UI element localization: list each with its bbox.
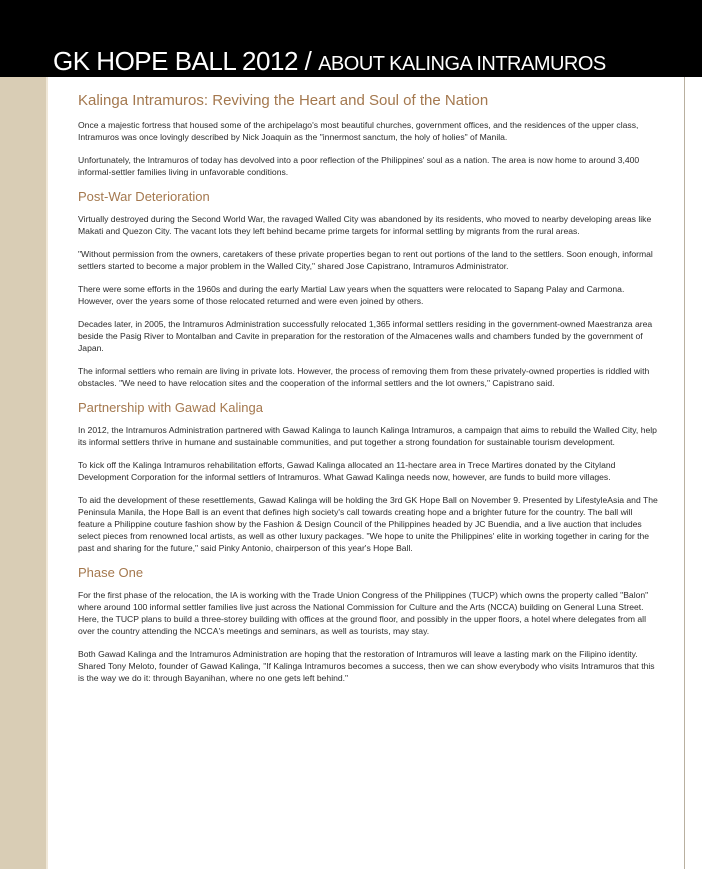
paragraph: There were some efforts in the 1960s and during the early Martial Law years when the squatters were relocated to Sapang Palay and Carmona. However, over the years some of those relocated returned and were even joined by others. [78,284,625,306]
page-title-sub: ABOUT KALINGA INTRAMUROS [318,53,606,75]
paragraph: Virtually destroyed during the Second World War, the ravaged Walled City was abandoned by its residents, who moved to nearby developing areas like Makati and Quezon City. The vacant lots they left behind became prime targets for informal settling by migrants from the rural areas. [78,214,652,236]
paragraph: To kick off the Kalinga Intramuros rehabilitation efforts, Gawad Kalinga allocated an 11-hectare area in Trece Martires donated by the Cityland Development Corporation for the informal settlers of Intramuros. What Gawad Kalinga needs now, however, are funds to build more villages. [78,460,616,482]
side-stripe-highlight [46,77,48,869]
section-heading-partnership: Partnership with Gawad Kalinga [78,400,263,415]
side-stripe [0,77,46,869]
page-title [53,46,606,77]
section-heading-phase-one: Phase One [78,565,144,580]
article-body [78,92,660,695]
intro-paragraph-1: Once a majestic fortress that housed some of the archipelago's most beautiful churches, government offices, and the residences of the upper class, Intramuros was once lovingly described by Nick Joaquin as the "innermost sanctum, the holy of holies" of Manila. [78,120,639,142]
paragraph: Decades later, in 2005, the Intramuros Administration successfully relocated 1,365 informal settlers residing in the government-owned Maestranza area beside the Pasig River to Montalban and Cavite in preparation for the restoration of the Almacenes walls and chambers funded by the government of Japan. [78,319,653,353]
article-title: Kalinga Intramuros: Reviving the Heart and Soul of the Nation [78,92,489,109]
right-margin-rule [684,77,685,869]
page-title-main: GK HOPE BALL 2012 [53,46,298,76]
paragraph: Both Gawad Kalinga and the Intramuros Administration are hoping that the restoration of Intramuros will leave a lasting mark on the Filipino identity. Shared Tony Meloto, founder of Gawad Kalinga, "If Kalinga Intramuros becomes a success, then we can show everybody who visits Intramuros that this is the way we do it: through Bayanihan, where no one gets left behind." [78,649,655,683]
paragraph: For the first phase of the relocation, the IA is working with the Trade Union Congress of the Philippines (TUCP) which owns the property called "Balon" where around 100 informal settler families live just across the National Commission for Culture and the Arts (NCCA) building on General Luna Street. Here, the TUCP plans to build a three-storey building with offices at the ground floor, and possibly in the upper floors, a hotel where delegates from all over the country attending the NCCA's meetings and seminars, as well as tourists, may stay. [78,590,649,636]
paragraph: In 2012, the Intramuros Administration partnered with Gawad Kalinga to launch Kalinga Intramuros, a campaign that aims to rebuild the Walled City, help its informal settlers thrive in humane and sustainable communities, and put together a strong foundation for sustainable tourism development. [78,425,657,447]
page-header [0,0,702,77]
page-title-separator: / [297,46,319,76]
paragraph: To aid the development of these resettlements, Gawad Kalinga will be holding the 3rd GK Hope Ball on November 9. Presented by LifestyleAsia and The Peninsula Manila, the Hope Ball is an event that defines high society's call towards creating hope and a brighter future for the country. The ball will feature a Philippine couture fashion show by the Fashion & Design Council of the Philippines headed by JC Buendia, and a live auction that includes select pieces from renowned local artists, as well as other luxury packages. "We hope to unite the Philippines' elite in working together in caring for the past and sharing for the future," said Pinky Antonio, chairperson of this year's Hope Ball. [78,495,658,553]
section-heading-post-war: Post-War Deterioration [78,189,210,204]
paragraph: The informal settlers who remain are living in private lots. However, the process of removing them from these privately-owned properties is riddled with obstacles. "We need to have relocation sites and the cooperation of the informal settlers and the lot owners," Capistrano said. [78,366,650,388]
paragraph: "Without permission from the owners, caretakers of these private properties began to rent out portions of the land to the settlers. Soon enough, informal settlers started to become a major problem in the Walled City," shared Jose Capistrano, Intramuros Administrator. [78,249,653,271]
intro-paragraph-2: Unfortunately, the Intramuros of today has devolved into a poor reflection of the Philippines' soul as a nation. The area is now home to around 3,400 informal-settler families living in unfavorable conditions. [78,155,640,177]
